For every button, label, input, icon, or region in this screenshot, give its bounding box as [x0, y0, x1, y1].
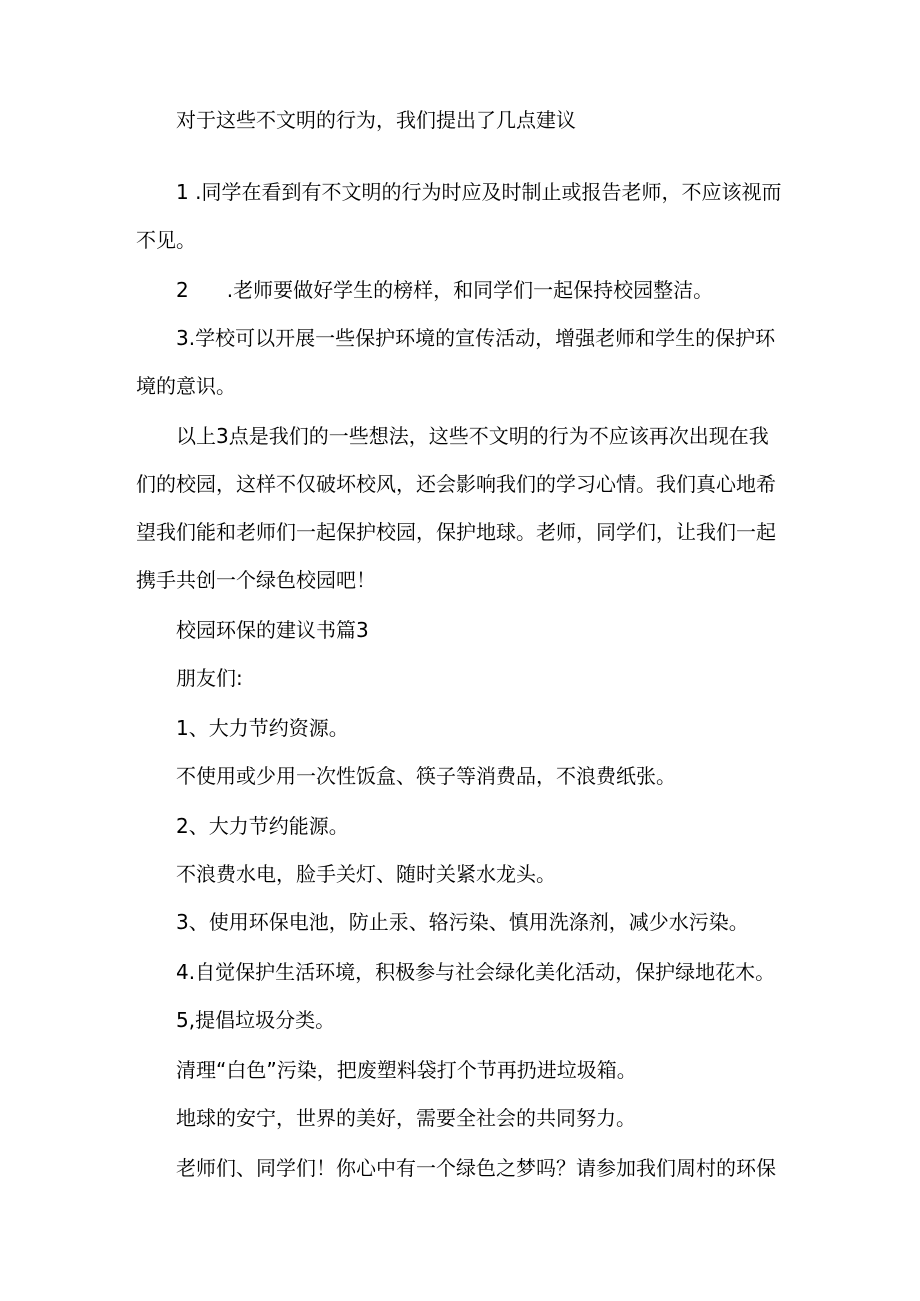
list-item-5-desc: 清理“白色”污染，把废塑料袋打个节再扔进垃圾箱。	[176, 1058, 637, 1082]
suggestion-2-number: 2	[176, 278, 189, 302]
summary-line-3: 望我们能和老师们一起保护校园，保护地球。老师，同学们，让我们一起	[136, 520, 776, 544]
list-item-3: 3、使用环保电池，防止汞、辂污染、慎用洗涤剂，减少水污染。	[176, 910, 749, 934]
suggestion-3-line-1: 3.学校可以开展一些保护环境的宣传活动，增强老师和学生的保护环	[176, 326, 776, 350]
summary-line-4: 携手共创一个绿色校园吧！	[136, 568, 376, 592]
closing-line-1: 地球的安宁，世界的美好，需要全社会的共同努力。	[176, 1106, 636, 1130]
list-item-4: 4.自觉保护生活环境，积极参与社会绿化美化活动，保护绿地花木。	[176, 960, 776, 984]
salutation: 朋友们:	[176, 666, 243, 690]
section-heading: 校园环保的建议书篇3	[176, 618, 369, 642]
suggestion-2	[176, 278, 713, 302]
list-item-5: 5,提倡垃圾分类。	[176, 1008, 336, 1032]
suggestion-2-text: .老师要做好学生的榜样，和同学们一起保持校园整洁。	[226, 278, 714, 302]
list-item-2: 2、大力节约能源。	[176, 814, 349, 838]
summary-line-2: 们的校园，这样不仅破坏校风，还会影响我们的学习心情。我们真心地希	[136, 472, 776, 496]
list-item-1-desc: 不使用或少用一次性饭盒、筷子等消费品，不浪费纸张。	[176, 764, 676, 788]
list-item-1: 1、大力节约资源。	[176, 716, 349, 740]
suggestion-3-line-2: 境的意识。	[136, 374, 236, 398]
summary-line-1: 以上3点是我们的一些想法，这些不文明的行为不应该再次出现在我	[176, 424, 769, 448]
suggestion-1-line-2: 不见。	[136, 228, 196, 252]
closing-line-2: 老师们、同学们！你心中有一个绿色之梦吗？请参加我们周村的环保	[176, 1156, 776, 1180]
suggestion-1-line-1: 1 .同学在看到有不文明的行为时应及时制止或报告老师，不应该视而	[176, 180, 782, 204]
list-item-2-desc: 不浪费水电，脸手关灯、随时关紧水龙头。	[176, 862, 556, 886]
paragraph-intro: 对于这些不文明的行为，我们提出了几点建议	[176, 108, 576, 132]
